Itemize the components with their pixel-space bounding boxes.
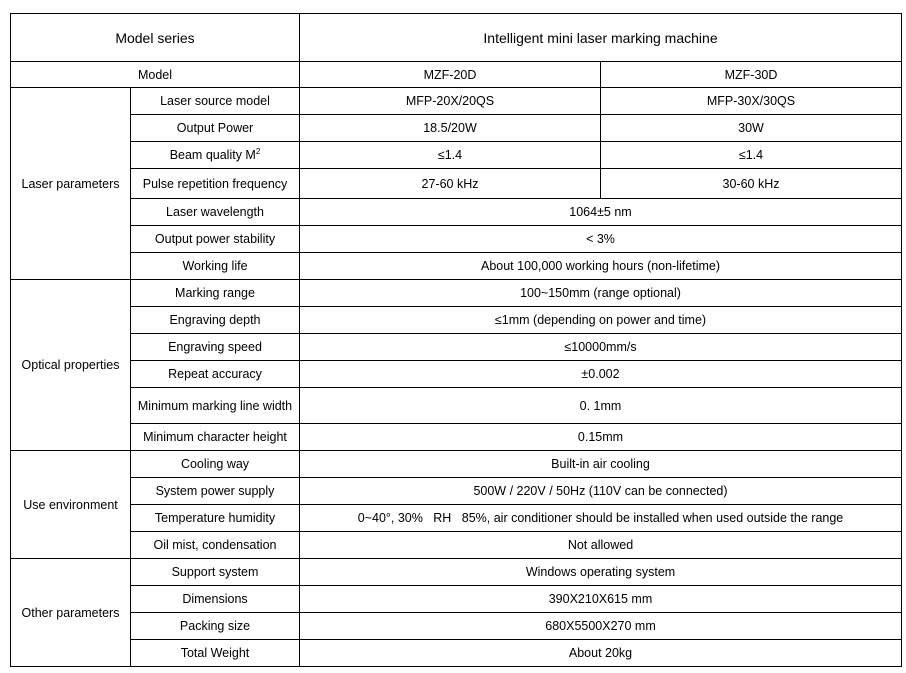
param-value: 30W	[601, 115, 902, 142]
param-label: Oil mist, condensation	[131, 532, 300, 559]
param-value: 390X210X615 mm	[300, 586, 902, 613]
table-row	[11, 280, 902, 307]
param-label: Packing size	[131, 613, 300, 640]
table-row	[11, 199, 902, 226]
param-label: Dimensions	[131, 586, 300, 613]
param-label-text: Beam quality M	[169, 148, 256, 162]
param-label: Laser source model	[131, 88, 300, 115]
param-value: 0.15mm	[300, 424, 902, 451]
table-row	[11, 226, 902, 253]
table-row	[11, 586, 902, 613]
param-value: Not allowed	[300, 532, 902, 559]
table-row	[11, 307, 902, 334]
table-row	[11, 334, 902, 361]
group-other-parameters: Other parameters	[11, 559, 131, 667]
model-value-20d: MZF-20D	[300, 62, 601, 88]
param-label: Engraving depth	[131, 307, 300, 334]
param-value: < 3%	[300, 226, 902, 253]
table-row	[11, 253, 902, 280]
param-label: Cooling way	[131, 451, 300, 478]
param-label: Repeat accuracy	[131, 361, 300, 388]
param-value: 0~40°, 30% RH 85%, air conditioner should be installed when used outside the range	[300, 505, 902, 532]
table-row	[11, 451, 902, 478]
table-row	[11, 361, 902, 388]
table-row	[11, 505, 902, 532]
header-row	[11, 14, 902, 62]
param-value: 1064±5 nm	[300, 199, 902, 226]
table-row	[11, 532, 902, 559]
table-row	[11, 640, 902, 667]
param-value: 500W / 220V / 50Hz (110V can be connected)	[300, 478, 902, 505]
param-label: Minimum marking line width	[131, 388, 300, 424]
param-value: ±0.002	[300, 361, 902, 388]
param-label: Working life	[131, 253, 300, 280]
param-label: Temperature humidity	[131, 505, 300, 532]
param-label: Total Weight	[131, 640, 300, 667]
table-row	[11, 142, 902, 169]
param-label: Engraving speed	[131, 334, 300, 361]
param-label: Laser wavelength	[131, 199, 300, 226]
table-row	[11, 388, 902, 424]
param-value: ≤10000mm/s	[300, 334, 902, 361]
param-label: System power supply	[131, 478, 300, 505]
table-row	[11, 88, 902, 115]
table-row	[11, 169, 902, 199]
param-value: ≤1.4	[601, 142, 902, 169]
param-value: Windows operating system	[300, 559, 902, 586]
param-label	[131, 142, 300, 169]
table-row	[11, 559, 902, 586]
group-laser-parameters: Laser parameters	[11, 88, 131, 280]
param-value: ≤1mm (depending on power and time)	[300, 307, 902, 334]
param-value: Built-in air cooling	[300, 451, 902, 478]
param-value: About 100,000 working hours (non-lifetime)	[300, 253, 902, 280]
param-label: Minimum character height	[131, 424, 300, 451]
param-value: MFP-30X/30QS	[601, 88, 902, 115]
param-value: 100~150mm (range optional)	[300, 280, 902, 307]
param-value: 680X5500X270 mm	[300, 613, 902, 640]
param-label: Pulse repetition frequency	[131, 169, 300, 199]
param-label: Output power stability	[131, 226, 300, 253]
param-label: Marking range	[131, 280, 300, 307]
model-series-label: Model series	[11, 14, 300, 62]
group-use-environment: Use environment	[11, 451, 131, 559]
param-value: About 20kg	[300, 640, 902, 667]
spec-table	[10, 13, 902, 667]
param-value: 30-60 kHz	[601, 169, 902, 199]
table-row	[11, 478, 902, 505]
table-row	[11, 424, 902, 451]
param-value: 0. 1mm	[300, 388, 902, 424]
model-value-30d: MZF-30D	[601, 62, 902, 88]
param-value: 18.5/20W	[300, 115, 601, 142]
model-label: Model	[11, 62, 300, 88]
param-label: Support system	[131, 559, 300, 586]
superscript: 2	[255, 146, 261, 156]
table-row	[11, 115, 902, 142]
param-value: ≤1.4	[300, 142, 601, 169]
table-row	[11, 613, 902, 640]
param-value: 27-60 kHz	[300, 169, 601, 199]
param-value: MFP-20X/20QS	[300, 88, 601, 115]
group-optical-properties: Optical properties	[11, 280, 131, 451]
model-row	[11, 62, 902, 88]
model-series-value: Intelligent mini laser marking machine	[300, 14, 902, 62]
param-label: Output Power	[131, 115, 300, 142]
